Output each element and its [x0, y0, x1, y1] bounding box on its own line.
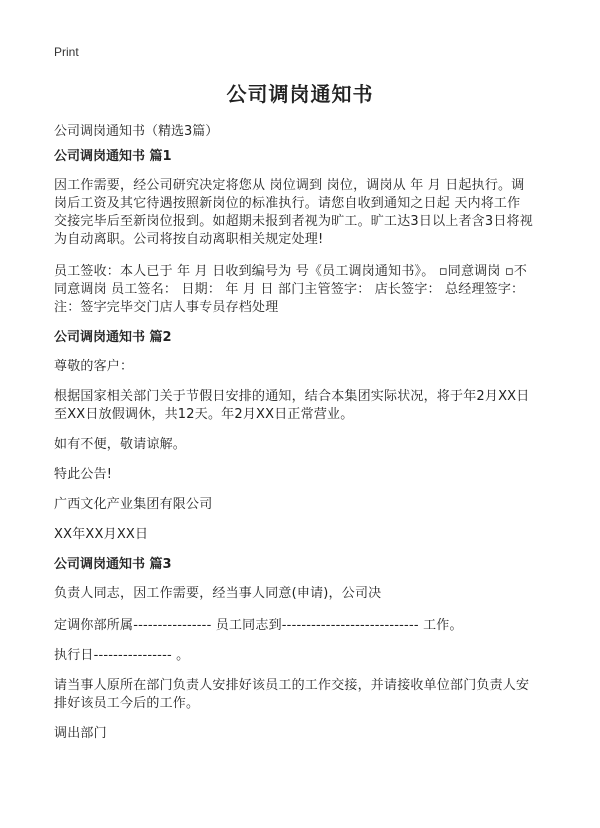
paragraph-line: 调出部门 — [54, 726, 107, 741]
paragraph — [54, 177, 554, 249]
paragraph-line: 定调你部所属---------------- 员工同志到---------------------------- 工作。 — [54, 618, 463, 633]
paragraph-line: 至XX日放假调休，共12天。年2月XX日正常营业。 — [54, 407, 354, 422]
paragraph-line: 广西文化产业集团有限公司 — [54, 497, 213, 512]
paragraph-line: 交接完毕后至新岗位报到。如超期未报到者视为旷工。旷工达3日以上者含3日将视 — [54, 214, 533, 229]
paragraph-line: 岗后工资及其它待遇按照新岗位的标准执行。请您自收到通知之日起 天内将工作 — [54, 196, 521, 211]
paragraph-line: 如有不便，敬请谅解。 — [54, 437, 187, 452]
paragraph-line: 注：签字完毕交门店人事专员存档处理 — [54, 300, 279, 315]
paragraph-line: XX年XX月XX日 — [54, 527, 149, 542]
paragraph-line: 请当事人原所在部门负责人安排好该员工的工作交接，并请接收单位部门负责人安 — [54, 678, 530, 693]
section-heading: 公司调岗通知书 篇3 — [54, 557, 172, 572]
paragraph — [54, 725, 554, 743]
paragraph — [54, 388, 554, 424]
paragraph — [54, 647, 554, 665]
paragraph-line: 员工签收：本人已于 年 月 日收到编号为 号《员工调岗通知书》。 ▫同意调岗 ▫不 — [54, 264, 528, 279]
paragraph-line: 特此公告! — [54, 467, 113, 482]
section-heading: 公司调岗通知书 篇1 — [54, 149, 172, 164]
paragraph — [54, 585, 554, 603]
paragraph — [54, 526, 554, 544]
section-heading: 公司调岗通知书 篇2 — [54, 330, 172, 345]
paragraph — [54, 358, 554, 376]
paragraph — [54, 617, 554, 635]
paragraph-line: 同意调岗 员工签名： 日期： 年 月 日 部门主管签字： 店长签字： 总经理签字： — [54, 282, 525, 297]
paragraph-line: 因工作需要，经公司研究决定将您从 岗位调到 岗位，调岗从 年 月 日起执行。调 — [54, 178, 525, 193]
paragraph — [54, 496, 554, 514]
document-subtitle: 公司调岗通知书（精选3篇） — [54, 124, 219, 139]
paragraph — [54, 263, 554, 317]
paragraph-line: 尊敬的客户： — [54, 359, 134, 374]
paragraph-line: 根据国家相关部门关于节假日安排的通知，结合本集团实际状况，将于年2月XX日 — [54, 389, 530, 404]
paragraph-line: 负责人同志，因工作需要，经当事人同意(申请)，公司决 — [54, 586, 382, 601]
paragraph-line: 排好该员工今后的工作。 — [54, 696, 200, 711]
paragraph-line: 为自动离职。公司将按自动离职相关规定处理! — [54, 232, 324, 247]
paragraph — [54, 466, 554, 484]
paragraph — [54, 436, 554, 454]
document-body — [54, 148, 554, 755]
print-link[interactable]: Print — [54, 45, 79, 59]
paragraph-line: 执行日---------------- 。 — [54, 648, 190, 663]
paragraph — [54, 677, 554, 713]
page-title: 公司调岗通知书 — [226, 82, 374, 106]
